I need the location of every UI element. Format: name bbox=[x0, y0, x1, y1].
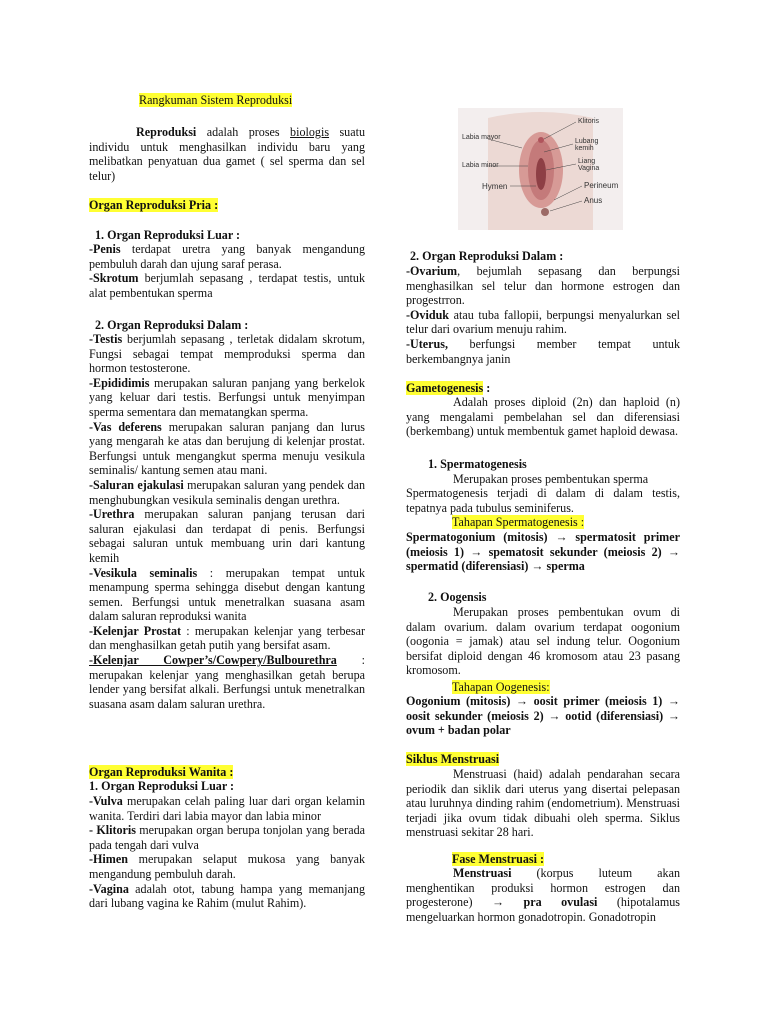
list-item bbox=[89, 332, 365, 376]
spermatogenesis-text-b: Spermatogenesis terjadi di dalam di dalam testis, tepatnya pada tubulus seminiferus. bbox=[406, 486, 680, 515]
item-text: atau tuba fallopii, berpungsi menyalurkan sel telur dari ovarium menuju rahim. bbox=[406, 307, 680, 337]
wanita-luar-heading-text: 1. Organ Reproduksi Luar : bbox=[89, 779, 235, 793]
wanita-luar-list bbox=[89, 794, 365, 911]
fase-heading-line bbox=[452, 852, 680, 867]
item-term: -Vesikula seminalis bbox=[89, 565, 198, 580]
gametogenesis-text: Adalah proses diploid (2n) dan haploid (n) yang mengalami pembelahan sel dan diferensiasi (berkembang) untuk membentuk gamet haploid dewasa. bbox=[406, 395, 680, 439]
pria-luar-list bbox=[89, 242, 365, 300]
label-anus: Anus bbox=[584, 196, 603, 205]
clitoris-shape bbox=[538, 137, 544, 143]
item-term: -Vas deferens bbox=[89, 419, 162, 434]
item-text: merupakan celah paling luar dari organ kelamin wanita. Terdiri dari labia mayor dan labia minor bbox=[89, 794, 365, 823]
item-text: : merupakan tempat untuk menampung sperma sehingga disebut dengan kantung semen. Berfungsi untuk menetralkan suasana asam dalam saluran reproduksi wanita bbox=[89, 565, 365, 624]
label-liang-vagina: Liang Vagina bbox=[578, 158, 600, 172]
oogenesis-heading-text: 2. Oogensis bbox=[428, 590, 487, 604]
anatomy-figure bbox=[458, 108, 623, 230]
intro-term: Reproduksi bbox=[136, 125, 197, 139]
wanita-dalam-list bbox=[406, 264, 680, 366]
pria-dalam-list bbox=[89, 332, 365, 711]
item-term: -Oviduk bbox=[406, 307, 450, 322]
item-text: berjumlah sepasang , terdapat testis, untuk alat pembentukan sperma bbox=[89, 271, 365, 300]
item-term: -Penis bbox=[89, 242, 121, 256]
pria-dalam-heading bbox=[95, 318, 365, 333]
list-item bbox=[89, 882, 365, 911]
item-term: - Klitoris bbox=[89, 823, 136, 838]
title-line bbox=[139, 93, 365, 108]
item-term: -Epididimis bbox=[89, 375, 150, 390]
oogenesis-stage-heading: Tahapan Oogenesis: bbox=[452, 680, 550, 694]
pria-dalam-heading-text: 2. Organ Reproduksi Dalam : bbox=[95, 318, 249, 332]
list-item bbox=[89, 566, 365, 624]
item-text: terdapat uretra yang banyak mengandung pembuluh darah dan ujung saraf perasa. bbox=[89, 242, 365, 271]
item-text: merupakan organ berupa tonjolan yang berada pada tengah dari vulva bbox=[89, 823, 365, 852]
list-item bbox=[89, 823, 365, 852]
label-klitoris: Klitoris bbox=[578, 118, 600, 125]
wanita-dalam-heading-text: 2. Organ Reproduksi Dalam : bbox=[410, 249, 564, 263]
list-item bbox=[89, 624, 365, 653]
biologis-link[interactable]: biologis bbox=[290, 125, 330, 139]
oogenesis-stage-heading-line bbox=[452, 680, 680, 695]
item-text: merupakan selaput mukosa yang banyak mengandung pembuluh darah. bbox=[89, 852, 365, 881]
item-term: -Himen bbox=[89, 852, 128, 867]
wanita-heading-line bbox=[89, 765, 365, 780]
list-item bbox=[406, 264, 680, 308]
fase-text-b: (hipotalamus mengeluarkan hormon gonadotropin. Gonadotropin bbox=[406, 895, 681, 924]
item-term: -Skrotum bbox=[89, 271, 139, 286]
siklus-heading-line bbox=[406, 752, 680, 767]
item-text: berjumlah sepasang , terletak didalam skrotum, Fungsi sebagai tempat memproduksi sperma dan hormon testosterone. bbox=[89, 332, 365, 376]
item-text: merupakan saluran panjang yang berkelok yang keluar dari testis. Berfungsi untuk menyimpan sperma sementara dan mematangkan sperma. bbox=[89, 375, 365, 419]
item-term: -Kelenjar Prostat bbox=[89, 623, 182, 638]
heading-suffix: : bbox=[483, 381, 491, 395]
list-item bbox=[406, 337, 680, 366]
list-item bbox=[89, 420, 365, 478]
gametogenesis-heading: Gametogenesis bbox=[406, 381, 484, 395]
siklus-heading: Siklus Menstruasi bbox=[406, 752, 500, 766]
wanita-luar-heading bbox=[89, 779, 365, 794]
list-item bbox=[406, 308, 680, 337]
oogenesis-text: Merupakan proses pembentukan ovum di dalam ovarium. dalam ovarium terdapat oogonium (oogonia = jamak) atau sel indung telur. Oogonium bersifat diploid dengan 46 kromosom atau 23 pasang kromosom. bbox=[406, 605, 680, 678]
label-perineum: Perineum bbox=[584, 181, 619, 190]
list-item bbox=[89, 242, 365, 271]
pria-heading: Organ Reproduksi Pria : bbox=[89, 198, 219, 212]
item-text: : merupakan kelenjar yang terbesar dan menghasilkan getah putih yang bersifat asam. bbox=[89, 623, 365, 653]
spermatogenesis-heading bbox=[428, 457, 680, 472]
spermatogenesis-stage-heading: Tahapan Spermatogenesis : bbox=[452, 515, 585, 529]
item-term: -Saluran ejakulasi bbox=[89, 477, 184, 492]
item-text: merupakan saluran yang pendek dan menghubungkan vesikula seminalis dengan urethra. bbox=[89, 477, 365, 507]
anus-shape bbox=[541, 208, 549, 216]
fase-text-a: (korpus luteum akan menghentikan produksi hormon estrogen dan progesterone) bbox=[406, 866, 680, 910]
list-item bbox=[89, 376, 365, 420]
spermatogenesis-text-a: Merupakan proses pembentukan sperma bbox=[453, 472, 649, 486]
oogenesis-stages bbox=[406, 694, 680, 738]
vagina-shape bbox=[536, 158, 546, 190]
oogenesis-stages-text: Oogonium (mitosis) → oosit primer (meiosis 1) → oosit sekunder (meiosis 2) → ootid (diferensiasi) → ovum + badan polar bbox=[406, 694, 680, 738]
spermatogenesis-stages bbox=[406, 530, 680, 574]
siklus-text: Menstruasi (haid) adalah pendarahan secara periodik dan siklik dari uterus yang disertai pelepasan atau luruhnya dinding rahim (endometrium). Menstruasi terjadi jika ovum tidak dibuahi oleh sperma. Siklus menstruasi sekitar 28 hari. bbox=[406, 767, 680, 840]
item-text: : merupakan kelenjar yang menghasilkan getah berupa lender yang bersifat alkali. Berfungsi untuk menetralkan suasana asam dalam saluran urethra. bbox=[89, 653, 366, 711]
pria-luar-heading-text: 1. Organ Reproduksi Luar : bbox=[95, 228, 241, 242]
intro-text: adalah proses bbox=[196, 125, 291, 139]
label-labia-mayor: Labia mayor bbox=[462, 134, 501, 141]
item-text: adalah otot, tabung hampa yang memanjang dari lubang vagina ke Rahim (mulut Rahim). bbox=[89, 881, 365, 911]
list-item bbox=[89, 507, 365, 565]
spermatogenesis-stages-text: Spermatogonium (mitosis) → spermatosit primer (meiosis 1) → spematosit sekunder (meiosis 2) → spermatid (diferensiasi) → sperma bbox=[406, 530, 680, 574]
label-hymen: Hymen bbox=[482, 182, 508, 191]
item-term: -Vulva bbox=[89, 794, 123, 808]
item-text: merupakan saluran panjang terusan dari saluran ejakulasi dan terdapat di penis. Berfungsi sebagai saluran untuk membuang urin dari kantung kemih bbox=[89, 507, 365, 565]
item-term: -Testis bbox=[89, 332, 123, 346]
label-lubang-kemih: Lubang kemih bbox=[575, 138, 599, 152]
fase-term: Menstruasi bbox=[453, 866, 512, 880]
oogenesis-heading bbox=[428, 590, 680, 605]
intro-text-end: suatu individu untuk menghasilkan individu baru yang melibatkan penyatuan dua gamet ( sel sperma dan sel telur) bbox=[89, 125, 365, 183]
item-term: -Ovarium bbox=[406, 264, 458, 278]
intro-paragraph bbox=[89, 125, 365, 183]
item-term: -Vagina bbox=[89, 881, 129, 896]
list-item bbox=[89, 653, 365, 711]
list-item bbox=[89, 794, 365, 823]
list-item bbox=[89, 852, 365, 881]
fase-text bbox=[406, 866, 680, 924]
pria-heading-line bbox=[89, 198, 365, 213]
spermatogenesis-stage-heading-line bbox=[452, 515, 680, 530]
wanita-heading: Organ Reproduksi Wanita : bbox=[89, 765, 234, 779]
list-item bbox=[89, 271, 365, 300]
list-item bbox=[89, 478, 365, 507]
gametogenesis-heading-line bbox=[406, 381, 680, 396]
label-labia-minor: Labia minor bbox=[462, 162, 499, 169]
item-term: -Kelenjar Cowper’s/Cowpery/Bulbourethra bbox=[89, 653, 337, 668]
fase-heading: Fase Menstruasi : bbox=[452, 852, 545, 866]
item-term: -Uterus, bbox=[406, 336, 448, 351]
fase-arrow-term: → pra ovulasi bbox=[491, 895, 598, 910]
item-text: merupakan saluran panjang dan lurus yang mengarah ke atas dan berujung di kelenjar prostat. Berfungsi untuk mengangkut sperma menuju vesikula seminalis/ kantung semen atau mani. bbox=[89, 419, 365, 478]
spermatogenesis-heading-text: 1. Spermatogenesis bbox=[428, 457, 527, 471]
item-text: , bejumlah sepasang dan berpungsi menghasilkan sel telur dan hormone estrogen dan progestrron. bbox=[406, 264, 680, 308]
wanita-dalam-heading bbox=[410, 249, 680, 264]
item-term: -Urethra bbox=[89, 507, 135, 522]
item-text: berfungsi member tempat untuk berkembangnya janin bbox=[406, 336, 680, 366]
pria-luar-heading bbox=[95, 228, 365, 243]
page-title: Rangkuman Sistem Reproduksi bbox=[139, 93, 293, 107]
